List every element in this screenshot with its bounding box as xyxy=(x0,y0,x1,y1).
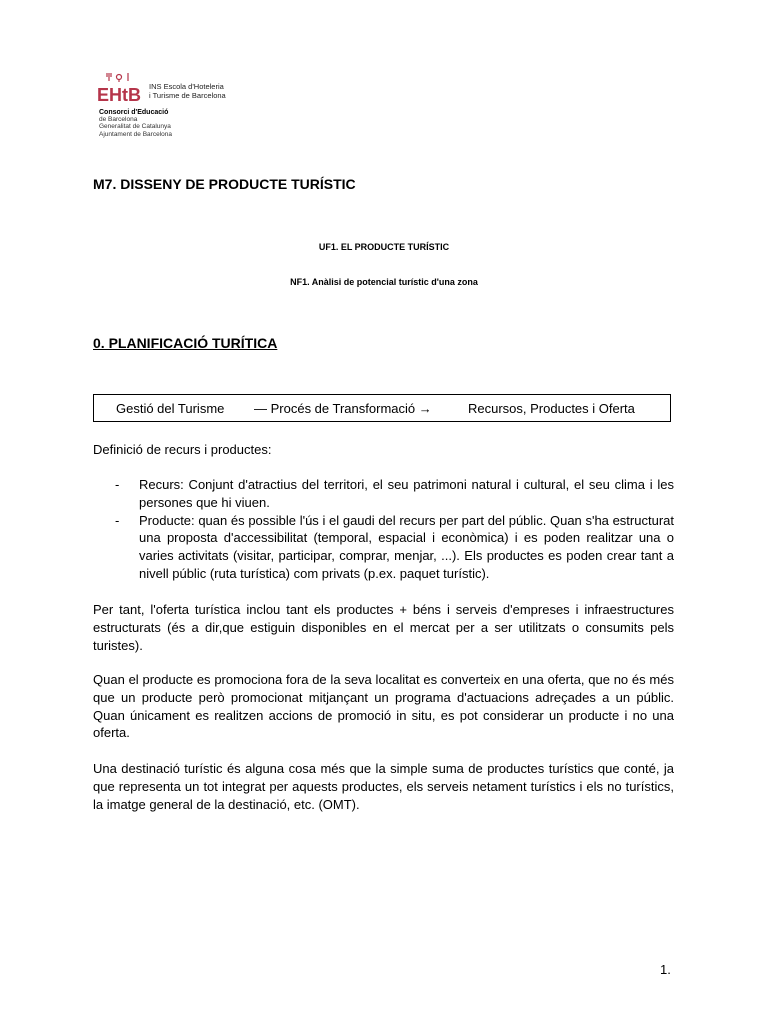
process-box-right: Recursos, Productes i Oferta xyxy=(468,400,635,416)
module-title: M7. DISSENY DE PRODUCTE TURÍSTIC xyxy=(93,176,356,192)
definition-list xyxy=(93,476,674,583)
section-title: 0. PLANIFICACIÓ TURÍTICA xyxy=(93,335,278,351)
school-logo xyxy=(97,72,257,142)
list-item xyxy=(93,476,674,512)
logo-mark-text: EHtB xyxy=(97,85,141,104)
process-box-left: Gestió del Turisme xyxy=(116,400,225,416)
logo-consorci-line4: Ajuntament de Barcelona xyxy=(99,130,172,138)
logo-consorci-line3: Generalitat de Catalunya xyxy=(99,123,171,131)
list-item xyxy=(93,512,674,583)
logo-consorci-line1: Consorci d'Educació xyxy=(99,109,169,116)
list-item-text: Recurs: Conjunt d'atractius del territori, el seu patrimoni natural i cultural, el seu clima i les persones que hi viuen. xyxy=(139,477,674,510)
logo-consorci-line2: de Barcelona xyxy=(99,116,138,124)
logo-consorci xyxy=(99,109,172,138)
logo-school-line2: i Turisme de Barcelona xyxy=(149,90,226,100)
bullet-marker: - xyxy=(115,477,120,492)
logo-school-name xyxy=(149,83,226,100)
nf-title: NF1. Anàlisi de potencial turístic d'una zona xyxy=(290,277,478,287)
uf-title: UF1. EL PRODUCTE TURÍSTIC xyxy=(318,242,450,252)
paragraph: Per tant, l'oferta turística inclou tant els productes + béns i serveis d'empreses i infraestructures estructurats (és a dir,que estiguin disponibles en el mercat per a ser utilitzats o consumits pels turistes). xyxy=(93,602,674,653)
page-number: 1. xyxy=(660,962,671,977)
list-item-text: Producte: quan és possible l'ús i el gaudi del recurs per part del públic. Quan s'ha estructurat una proposta d'accessibilitat (temporal, espacial i econòmica) i es poden realitzar una o varies activitats (visitar, participar, comprar, menjar, ...). Els productes es poden crear tant a nivell públic (ruta turística) com privats (p.ex. paquet turístic). xyxy=(139,512,674,581)
paragraph: Una destinació turístic és alguna cosa més que la simple suma de productes turístics que conté, ja que representa un tot integrat per aquests productes, els serveis netament turístics i els no turístics, la imatge general de la destinació, etc. (OMT). xyxy=(93,761,674,812)
process-box xyxy=(93,394,671,422)
paragraph: Quan el producte es promociona fora de la seva localitat es converteix en una oferta, que no és més que un producte però promocionat mitjançant un programa d'actuacions adreçades a un públic. Quan únicament es realitzen accions de promoció in situ, es pot considerar un producte i no una oferta. xyxy=(93,672,674,741)
process-box-middle: — Procés de Transformació → xyxy=(254,400,432,416)
logo-school-line1: INS Escola d'Hoteleria xyxy=(149,82,224,91)
definition-intro: Definició de recurs i productes: xyxy=(93,442,272,457)
ehtb-logo-mark xyxy=(97,72,147,104)
bullet-marker: - xyxy=(115,512,120,528)
